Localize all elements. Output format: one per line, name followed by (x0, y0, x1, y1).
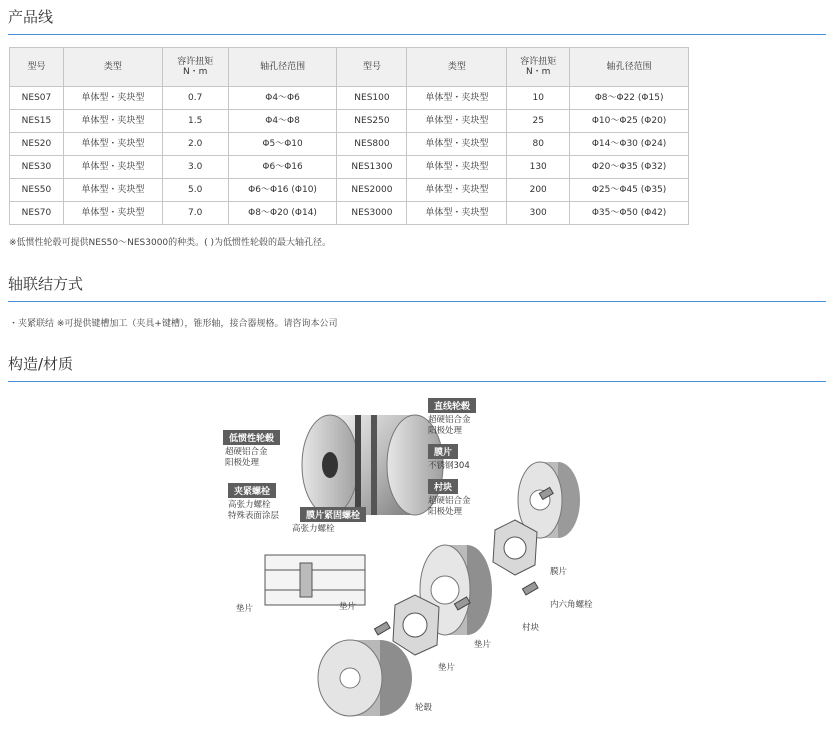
label-spacer: 村块 (522, 623, 540, 633)
section-title-product-line: 产品线 (8, 8, 54, 26)
caption-spacer: 超硬铝合金 阳极处理 (428, 496, 471, 517)
table-cell: NES20 (10, 133, 64, 156)
callout-low-inertia-hub: 低惯性轮毂 (223, 430, 280, 445)
label-shim: 垫片 (236, 604, 254, 614)
col-header-bore: 轴孔径范围 (228, 48, 337, 87)
table-row (10, 179, 689, 202)
callout-spacer: 村块 (428, 479, 458, 494)
label-hex-bolt: 内六角螺栓 (550, 600, 593, 610)
table-cell: 25 (507, 110, 570, 133)
table-row (10, 110, 689, 133)
table-cell: 130 (507, 156, 570, 179)
section-title-shaft-connection: 轴联结方式 (8, 275, 84, 293)
label-shim: 垫片 (474, 640, 492, 650)
section-divider (8, 381, 826, 382)
label-shim: 垫片 (438, 663, 456, 673)
table-cell: NES50 (10, 179, 64, 202)
table-cell: 单体型・夹块型 (63, 110, 162, 133)
table-cell: 单体型・夹块型 (407, 133, 507, 156)
table-cell: NES2000 (337, 179, 407, 202)
table-cell: Φ4～Φ8 (228, 110, 337, 133)
callout-clamp-bolt: 夹紧螺栓 (228, 483, 276, 498)
front-diaphragm (393, 595, 439, 655)
table-header-row (10, 48, 689, 87)
label-shim: 垫片 (339, 602, 357, 612)
caption-diaphragm: 不锈钢304 (428, 461, 470, 471)
table-cell: 2.0 (162, 133, 228, 156)
cross-section-detail (265, 555, 365, 605)
rear-diaphragm (493, 520, 537, 575)
table-cell: Φ20～Φ35 (Φ32) (570, 156, 689, 179)
table-row (10, 87, 689, 110)
table-cell: 300 (507, 202, 570, 225)
table-cell: Φ5～Φ10 (228, 133, 337, 156)
table-cell: 单体型・夹块型 (407, 156, 507, 179)
section-divider (8, 301, 826, 302)
table-cell: 单体型・夹块型 (63, 156, 162, 179)
table-cell: 7.0 (162, 202, 228, 225)
col-header-type: 类型 (63, 48, 162, 87)
col-header-type: 类型 (407, 48, 507, 87)
table-cell: 200 (507, 179, 570, 202)
table-cell: NES1300 (337, 156, 407, 179)
label-hub: 轮毂 (415, 703, 433, 713)
table-cell: 5.0 (162, 179, 228, 202)
table-cell: NES70 (10, 202, 64, 225)
table-cell: Φ8～Φ20 (Φ14) (228, 202, 337, 225)
callout-straight-hub: 直线轮毂 (428, 398, 476, 413)
table-cell: NES15 (10, 110, 64, 133)
table-cell: 单体型・夹块型 (407, 110, 507, 133)
table-cell: 单体型・夹块型 (63, 133, 162, 156)
table-cell: Φ10～Φ25 (Φ20) (570, 110, 689, 133)
table-cell: 80 (507, 133, 570, 156)
table-cell: 单体型・夹块型 (63, 87, 162, 110)
table-cell: NES100 (337, 87, 407, 110)
table-cell: 10 (507, 87, 570, 110)
table-cell: Φ6～Φ16 (Φ10) (228, 179, 337, 202)
table-cell: 0.7 (162, 87, 228, 110)
table-cell: NES800 (337, 133, 407, 156)
col-header-torque: 容许扭矩 N・m (162, 48, 228, 87)
table-cell: 3.0 (162, 156, 228, 179)
table-footnote: ※低惯性轮毂可提供NES50～NES3000的种类。( )为低惯性轮毂的最大轴孔径。 (9, 238, 332, 248)
section-title-structure: 构造/材质 (8, 355, 74, 373)
table-cell: 单体型・夹块型 (63, 202, 162, 225)
callout-diaphragm-bolt: 膜片紧固螺栓 (300, 507, 366, 522)
product-spec-table (9, 47, 689, 225)
caption-low-inertia-hub: 超硬铝合金 阳极处理 (225, 447, 268, 468)
col-header-model: 型号 (337, 48, 407, 87)
coupling-structure-figure (210, 395, 610, 725)
callout-diaphragm: 膜片 (428, 444, 458, 459)
table-cell: 单体型・夹块型 (407, 202, 507, 225)
table-cell: 单体型・夹块型 (407, 87, 507, 110)
table-cell: 单体型・夹块型 (63, 179, 162, 202)
col-header-bore: 轴孔径范围 (570, 48, 689, 87)
table-cell: NES250 (337, 110, 407, 133)
table-cell: NES3000 (337, 202, 407, 225)
table-cell: Φ14～Φ30 (Φ24) (570, 133, 689, 156)
table-cell: Φ8～Φ22 (Φ15) (570, 87, 689, 110)
assembled-coupling (302, 415, 443, 515)
caption-straight-hub: 超硬铝合金 阳极处理 (428, 415, 471, 436)
caption-clamp-bolt: 高张力螺栓 特殊表面涂层 (228, 500, 280, 521)
table-cell: NES07 (10, 87, 64, 110)
table-cell: Φ6～Φ16 (228, 156, 337, 179)
table-row (10, 133, 689, 156)
front-hub (318, 640, 412, 716)
table-cell: 单体型・夹块型 (407, 179, 507, 202)
table-row (10, 156, 689, 179)
table-cell: Φ4～Φ6 (228, 87, 337, 110)
label-diaphragm: 膜片 (550, 567, 568, 577)
col-header-model: 型号 (10, 48, 64, 87)
col-header-torque: 容许扭矩 N・m (507, 48, 570, 87)
caption-diaphragm-bolt: 高张力螺栓 (292, 524, 335, 534)
table-row (10, 202, 689, 225)
section-divider (8, 34, 826, 35)
table-cell: 1.5 (162, 110, 228, 133)
shaft-connection-note: ・夹紧联结 ※可提供键槽加工（夹具+键槽），锥形轴，接合器规格。请咨询本公司 (9, 319, 338, 329)
table-cell: Φ25～Φ45 (Φ35) (570, 179, 689, 202)
table-cell: NES30 (10, 156, 64, 179)
table-cell: Φ35～Φ50 (Φ42) (570, 202, 689, 225)
